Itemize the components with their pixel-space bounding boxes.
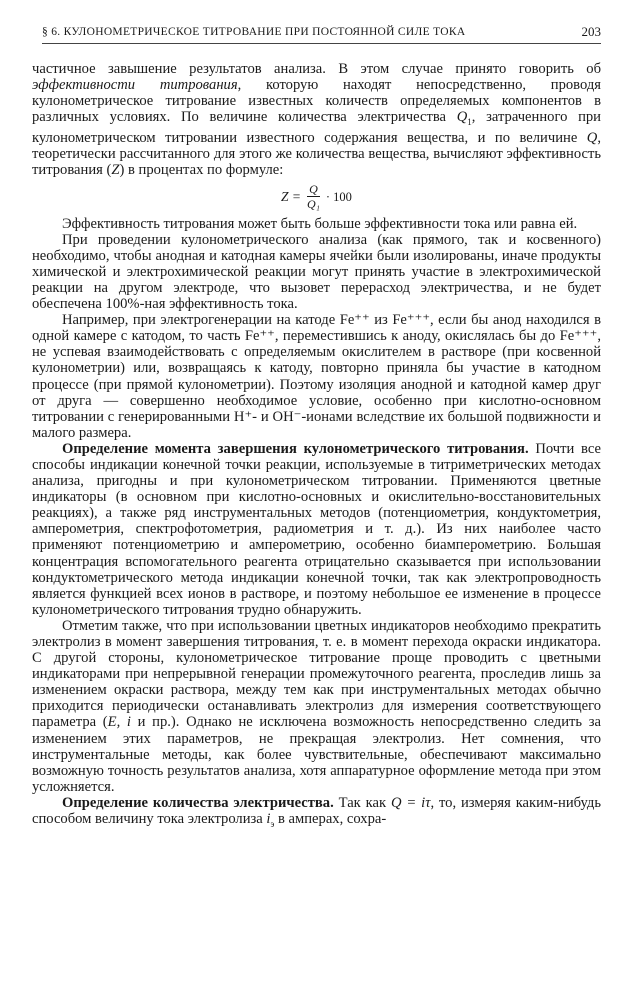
- formula-fraction: [305, 182, 322, 211]
- body-text: [32, 61, 601, 832]
- section-title: § 6. КУЛОНОМЕТРИЧЕСКОЕ ТИТРОВАНИЕ ПРИ ПОСТОЯННОЙ СИЛЕ ТОКА: [42, 26, 466, 38]
- subheading-charge: Определение количества электричества.: [62, 794, 334, 811]
- formula-denominator: Q₁: [307, 197, 320, 212]
- paragraph-2: Эффективность титрования может быть больше эффективности тока или равна ей.: [62, 215, 578, 232]
- paragraph-4: Например, при электрогенерации на катоде Fe⁺⁺ из Fe⁺⁺⁺, если бы анод находился в одной камере с катодом, то часть Fe⁺⁺, переместившись к аноду, окислялась бы до Fe⁺⁺⁺, не успевая взаимодействовать с определяемым окислителем в растворе (при косвенной кулонометрии) или, возвращаясь к катоду, повторно приняла бы участие в катодном процессе (при прямой кулонометрии). Поэтому изоляция анодной и катодной камер друг от друга — совершенно необходимое условие, особенно при кислотно-основном титровании с генерированными H⁺- и OH⁻-ионами вследствие их большой подвижности и малого размера.: [32, 312, 601, 441]
- formula-lhs: Z =: [281, 188, 302, 204]
- efficiency-formula: [32, 180, 601, 214]
- paragraph-7: Определение количества электричества. Так как Q = iτ, то, измеряя каким-нибудь способом величину тока электролиза $i_э$ в амперах, сохра-: [32, 794, 601, 829]
- running-header: [42, 25, 601, 44]
- paragraph-6: Отметим также, что при использовании цветных индикаторов необходимо прекратить электролиз в момент завершения титрования, т. е. в момент перехода окраски индикатора. С другой стороны, кулонометрическое титрование проще проводить с цветными индикаторами при непрерывной генерации промежуточного реагента, проследив лишь за изменением окраски раствора, между тем как при инструментальных методах обычно приходится периодически останавливать электролиз для измерения соответствующего параметра (E, i и пр.). Однако не исключена возможность непосредственно следить за изменением этих параметров, не прекращая электролиз. Нет сомнения, что инструментальные методы, как более чувствительные, обеспечивают максимально возможную точность результатов анализа, хотя аппаратурное оформление метода при этом усложняется.: [32, 617, 601, 795]
- formula-multiplier: · 100: [325, 189, 352, 204]
- paragraph-1: частичное завышение результатов анализа. В этом случае принято говорить об эффективности титрования, которую находят непосредственно, проводя кулонометрическое титрование известных количеств определяемых компонентов в различных условиях. По величине количества электричества $Q_1$, затраченного при кулонометрическом титровании известного содержания вещества, и по величине Q, теоретически рассчитанного для этого же количества вещества, вычисляют эффективность титрования (Z) в процентах по формуле:: [32, 61, 601, 179]
- page-number: 203: [581, 24, 601, 39]
- paragraph-5: Определение момента завершения кулонометрического титрования. Почти все способы индикации конечной точки реакции, используемые в титриметрических методах анализа, пригодны и при кулонометрическом титровании. Применяются цветные индикаторы (в основном при кислотно-основных и окислительно-восстановительных реакциях), а также ряд инструментальных методов (потенциометрия, кондуктометрия, амперометрия, спектрофотометрия, радиометрия и т. д.). Из них наиболее часто применяют потенциометрию и амперометрию, особенно биамперометрию. Большая концентрация вспомогательного реагента отрицательно сказывается при использовании кондуктометрического метода индикации конечной точки, так как электропроводность является функцией всех ионов в растворе, и поэтому небольшое ее изменение в процессе кулонометрического титрования трудно обнаружить.: [32, 440, 601, 618]
- paragraph-3: При проведении кулонометрического анализа (как прямого, так и косвенного) необходимо, чтобы анодная и катодная камеры ячейки были изолированы, иначе продукты химической и электрохимической реакции могут принять участие в электрохимической реакции на другом электроде, что вызовет перерасход электричества, и не будет обеспечена 100%-ная эффективность тока.: [32, 231, 601, 313]
- subheading-endpoint: Определение момента завершения кулонометрического титрования.: [62, 440, 529, 457]
- formula-numerator: Q: [309, 182, 318, 197]
